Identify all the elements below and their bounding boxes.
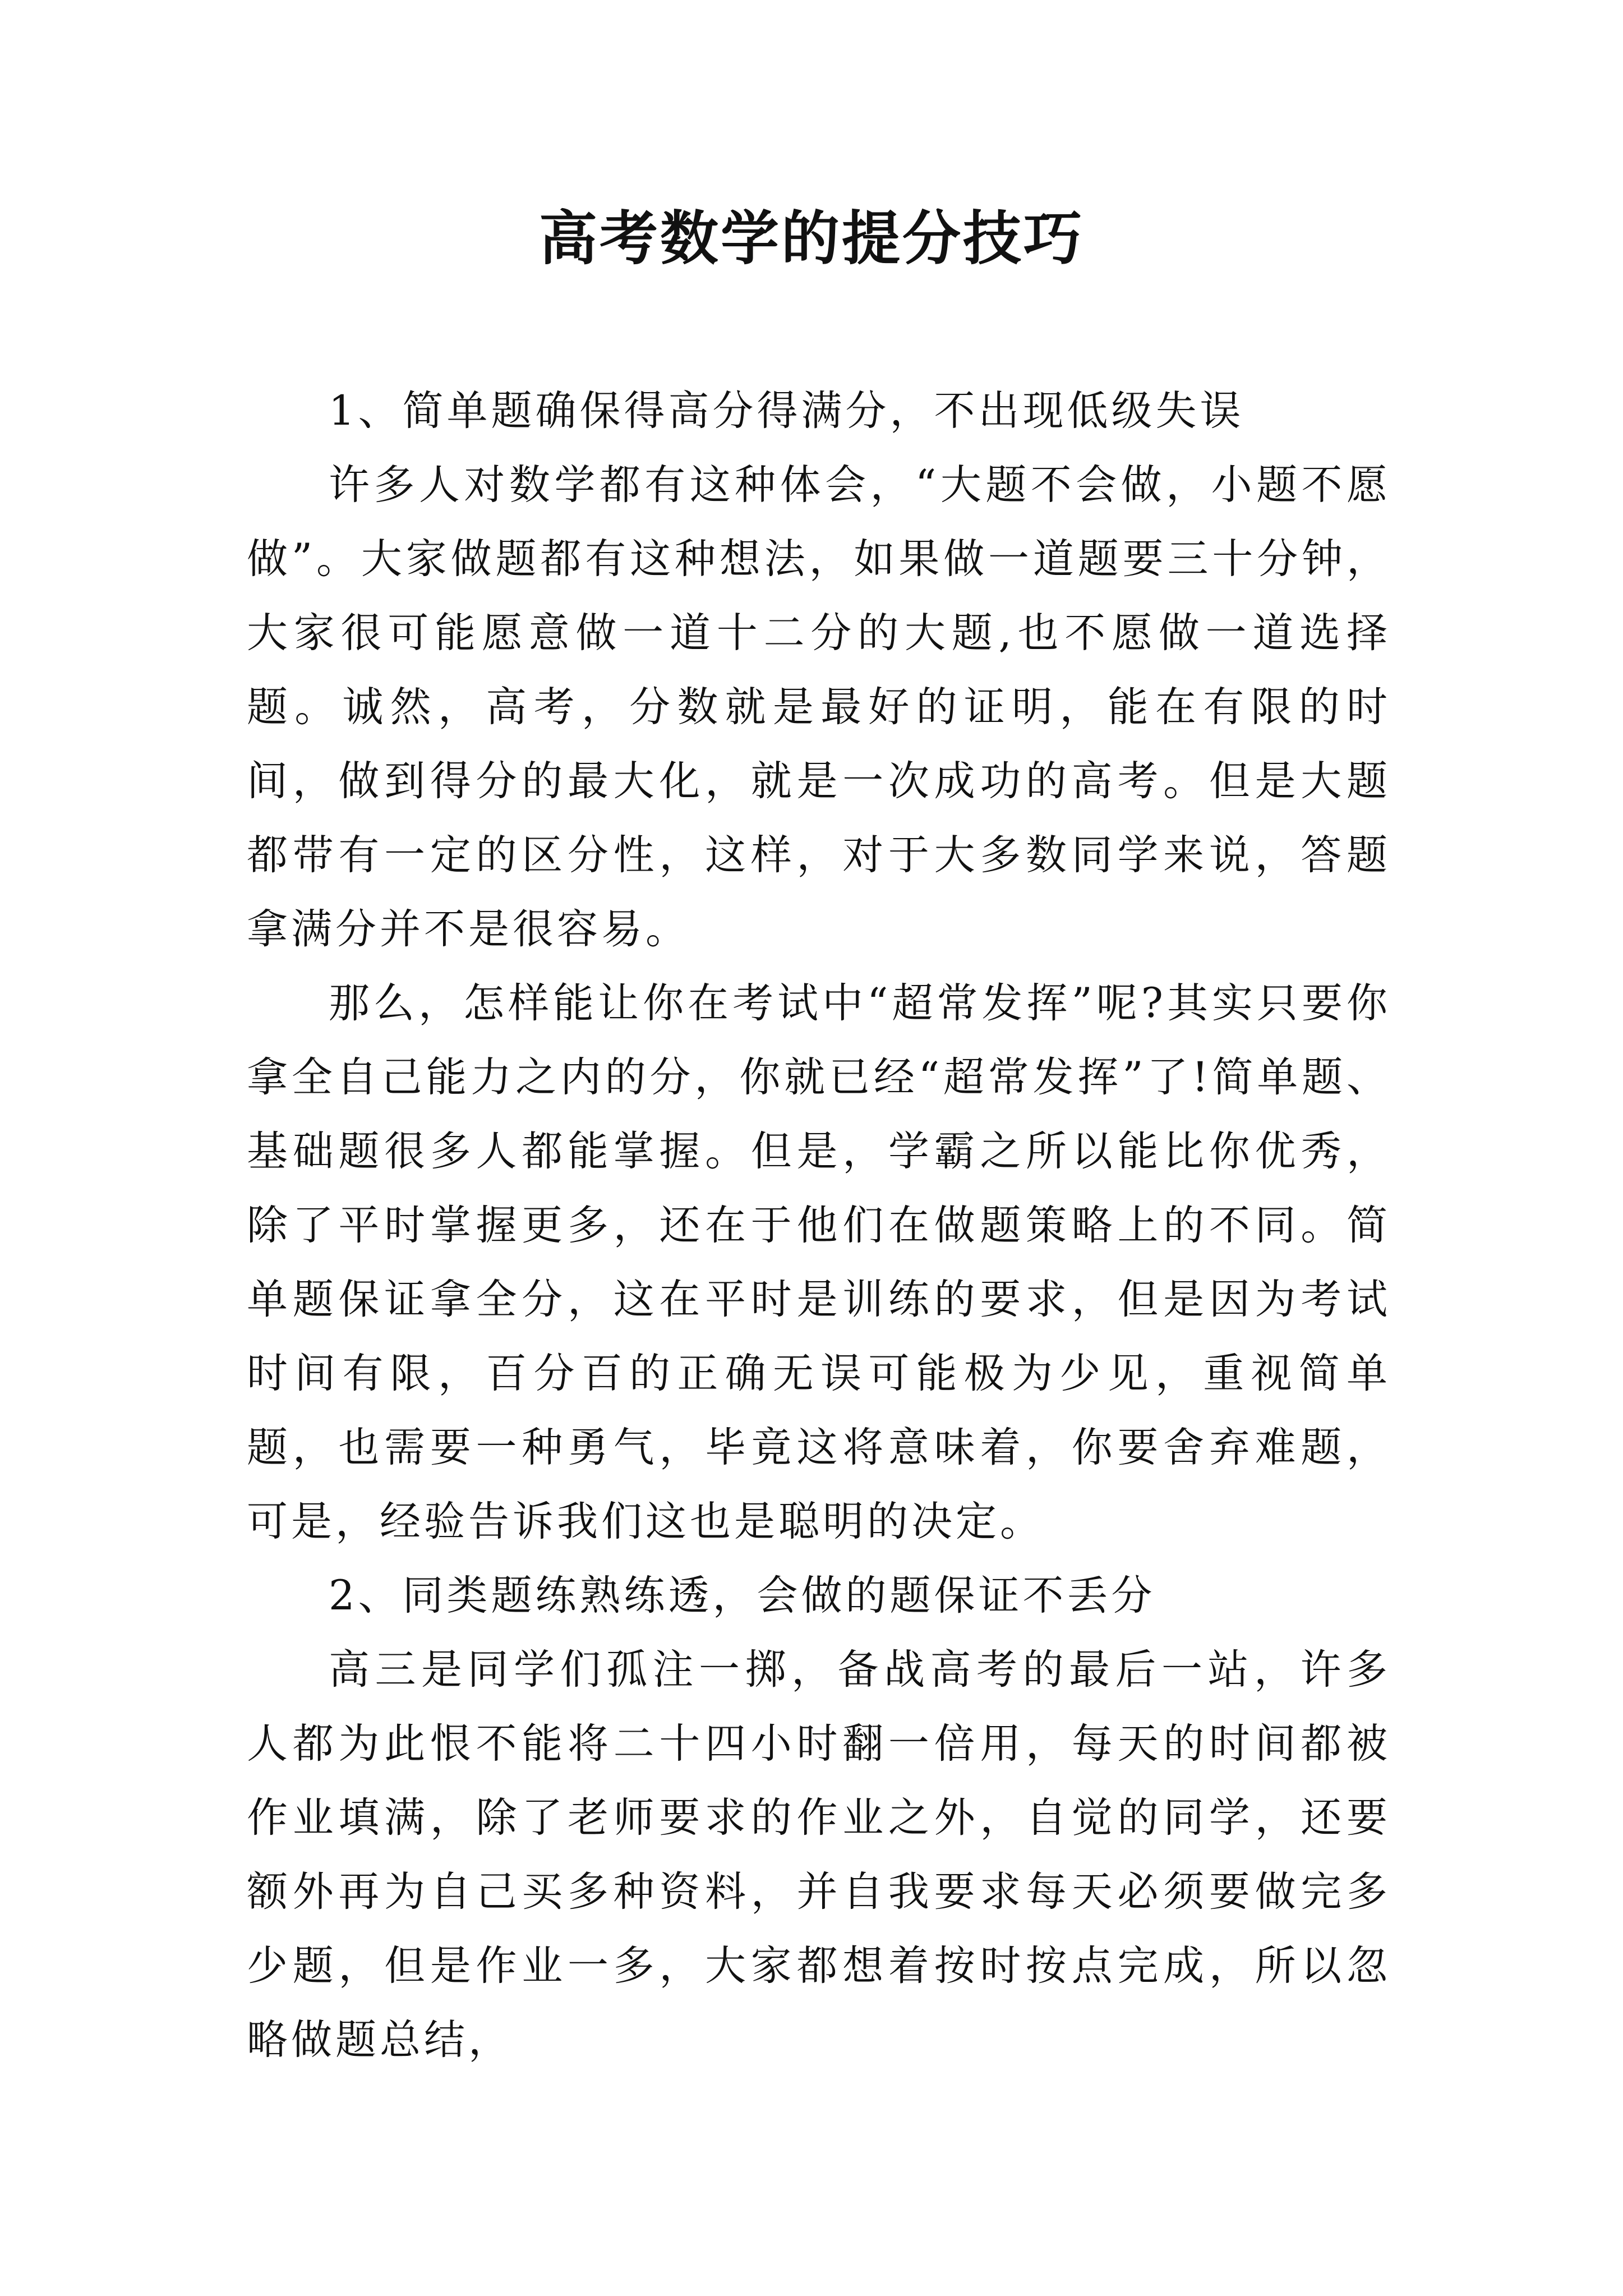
document-body xyxy=(247,374,1391,2077)
paragraph: 高三是同学们孤注一掷，备战高考的最后一站，许多人都为此恨不能将二十四小时翻一倍用，每天的时间都被作业填满，除了老师要求的作业之外，自觉的同学，还要额外再为自己买多种资料，并自我要求每天必须要做完多少题，但是作业一多，大家都想着按时按点完成，所以忽略做题总结， xyxy=(247,1646,1391,2064)
section-heading: 2、同类题练熟练透，会做的题保证不丢分 xyxy=(329,1572,1156,1619)
document-title: 高考数学的提分技巧 xyxy=(538,204,1084,273)
paragraph: 那么，怎样能让你在考试中“超常发挥”呢?其实只要你拿全自己能力之内的分，你就已经“超常发挥”了!简单题、基础题很多人都能掌握。但是，学霸之所以能比你优秀，除了平时掌握更多，还在于他们在做题策略上的不同。简单题保证拿全分，这在平时是训练的要求，但是因为考试时间有限，百分百的正确无误可能极为少见，重视简单题，也需要一种勇气，毕竟这将意味着，你要舍弃难题，可是，经验告诉我们这也是聪明的决定。 xyxy=(247,979,1391,1545)
paragraph: 许多人对数学都有这种体会，“大题不会做，小题不愿做”。大家做题都有这种想法，如果做一道题要三十分钟，大家很可能愿意做一道十二分的大题,也不愿做一道选择题。诚然，高考，分数就是最好的证明，能在有限的时间，做到得分的最大化，就是一次成功的高考。但是大题都带有一定的区分性，这样，对于大多数同学来说，答题拿满分并不是很容易。 xyxy=(247,461,1391,953)
section-heading: 1、简单题确保得高分得满分，不出现低级失误 xyxy=(329,387,1244,435)
